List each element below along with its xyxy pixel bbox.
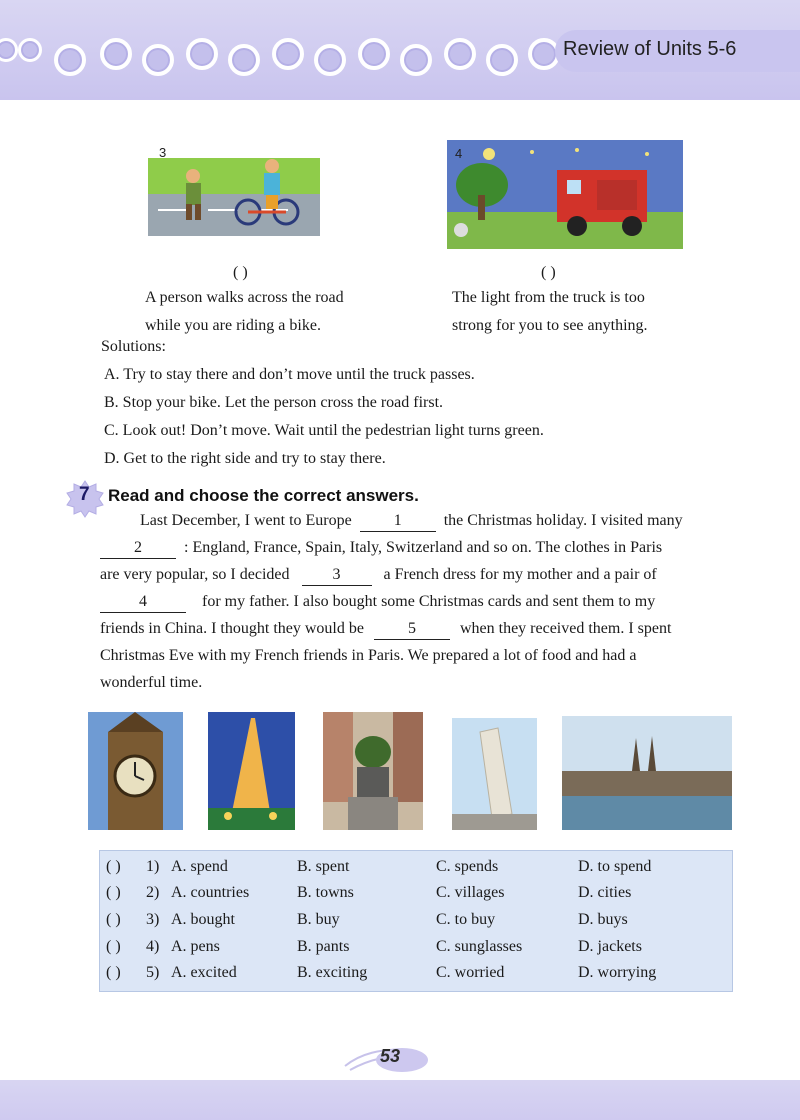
option-c[interactable]: C. worried [436, 964, 505, 981]
passage-text: a French dress for my mother and a pair of [383, 566, 657, 583]
solutions-heading: Solutions: [101, 338, 166, 355]
answer-row [100, 938, 732, 964]
picture-4-caption-line: The light from the truck is too [452, 289, 645, 306]
option-a[interactable]: A. countries [171, 884, 250, 901]
exercise-title: Read and choose the correct answers. [108, 486, 419, 505]
photo-lucerne-lake [562, 716, 732, 830]
option-a[interactable]: A. excited [171, 964, 237, 981]
question-number: 1) [146, 858, 160, 875]
option-d[interactable]: D. buys [578, 911, 628, 928]
option-b[interactable]: B. pants [297, 938, 350, 955]
passage-text: are very popular, so I decided [100, 566, 290, 583]
passage-text: for my father. I also bought some Christmas cards and sent them to my [202, 593, 656, 610]
answer-choices-table [99, 850, 733, 992]
picture-3-caption-line: while you are riding a bike. [145, 317, 321, 334]
solution-option: D. Get to the right side and try to stay there. [104, 450, 386, 467]
passage-line [100, 616, 732, 642]
page-footer [0, 1080, 800, 1120]
option-d[interactable]: D. cities [578, 884, 632, 901]
page-header [0, 0, 800, 100]
exercise-number: 7 [79, 484, 90, 505]
picture-3-cyclist-pedestrian [148, 140, 320, 236]
blank-3[interactable]: 3 [302, 565, 372, 586]
page-number: 53 [380, 1046, 401, 1066]
answer-row [100, 911, 732, 937]
option-b[interactable]: B. spent [297, 858, 350, 875]
option-c[interactable]: C. sunglasses [436, 938, 523, 955]
answer-row [100, 884, 732, 910]
photo-eiffel-tower [208, 712, 295, 830]
option-b[interactable]: B. towns [297, 884, 354, 901]
option-a[interactable]: A. bought [171, 911, 235, 928]
blank-1[interactable]: 1 [360, 511, 436, 532]
decorative-rings [0, 34, 560, 74]
blank-5[interactable]: 5 [374, 619, 450, 640]
picture-number: 3 [159, 145, 167, 160]
question-number: 4) [146, 938, 160, 955]
question-number: 3) [146, 911, 160, 928]
passage-line [100, 589, 732, 615]
passage-text: the Christmas holiday. I visited many [443, 512, 683, 529]
passage-text: when they received them. I spent [459, 620, 672, 637]
photo-madrid-statue [323, 712, 423, 830]
option-c[interactable]: C. spends [436, 858, 499, 875]
answer-bracket[interactable]: ( ) [233, 264, 248, 281]
blank-4[interactable]: 4 [100, 592, 186, 613]
photo-leaning-tower-pisa [452, 718, 537, 830]
solution-option: B. Stop your bike. Let the person cross the road first. [104, 394, 444, 411]
answer-row [100, 858, 732, 884]
answer-bracket[interactable]: ( ) [106, 911, 121, 928]
passage-text: : England, France, Spain, Italy, Switzerland and so on. The clothes in Paris [184, 539, 663, 556]
option-c[interactable]: C. to buy [436, 911, 496, 928]
option-b[interactable]: B. exciting [297, 964, 368, 981]
answer-bracket[interactable]: ( ) [106, 964, 121, 981]
option-d[interactable]: D. jackets [578, 938, 642, 955]
picture-3-caption-line: A person walks across the road [145, 289, 344, 306]
answer-bracket[interactable]: ( ) [106, 938, 121, 955]
passage-line [100, 535, 732, 561]
question-number: 5) [146, 964, 160, 981]
option-b[interactable]: B. buy [297, 911, 340, 928]
option-c[interactable]: C. villages [436, 884, 505, 901]
option-a[interactable]: A. pens [171, 938, 220, 955]
option-d[interactable]: D. to spend [578, 858, 652, 875]
blank-2[interactable]: 2 [100, 538, 176, 559]
option-a[interactable]: A. spend [171, 858, 228, 875]
answer-bracket[interactable]: ( ) [106, 858, 121, 875]
solution-option: A. Try to stay there and don’t move until the truck passes. [104, 366, 475, 383]
picture-4-truck-night [447, 140, 683, 249]
answer-bracket[interactable]: ( ) [541, 264, 556, 281]
option-d[interactable]: D. worrying [578, 964, 657, 981]
passage-text: Last December, I went to Europe [140, 512, 352, 529]
answer-row [100, 964, 732, 990]
question-number: 2) [146, 884, 160, 901]
answer-bracket[interactable]: ( ) [106, 884, 121, 901]
photo-big-ben [88, 712, 183, 830]
passage-line [140, 508, 732, 534]
passage-text: friends in China. I thought they would be [100, 620, 364, 637]
passage-line: wonderful time. [100, 674, 203, 691]
picture-4-caption-line: strong for you to see anything. [452, 317, 648, 334]
picture-number: 4 [455, 146, 463, 161]
passage-line [100, 562, 732, 588]
passage-line: Christmas Eve with my French friends in Paris. We prepared a lot of food and had a [100, 647, 637, 664]
page-title: Review of Units 5-6 [563, 38, 737, 60]
solution-option: C. Look out! Don’t move. Wait until the pedestrian light turns green. [104, 422, 544, 439]
